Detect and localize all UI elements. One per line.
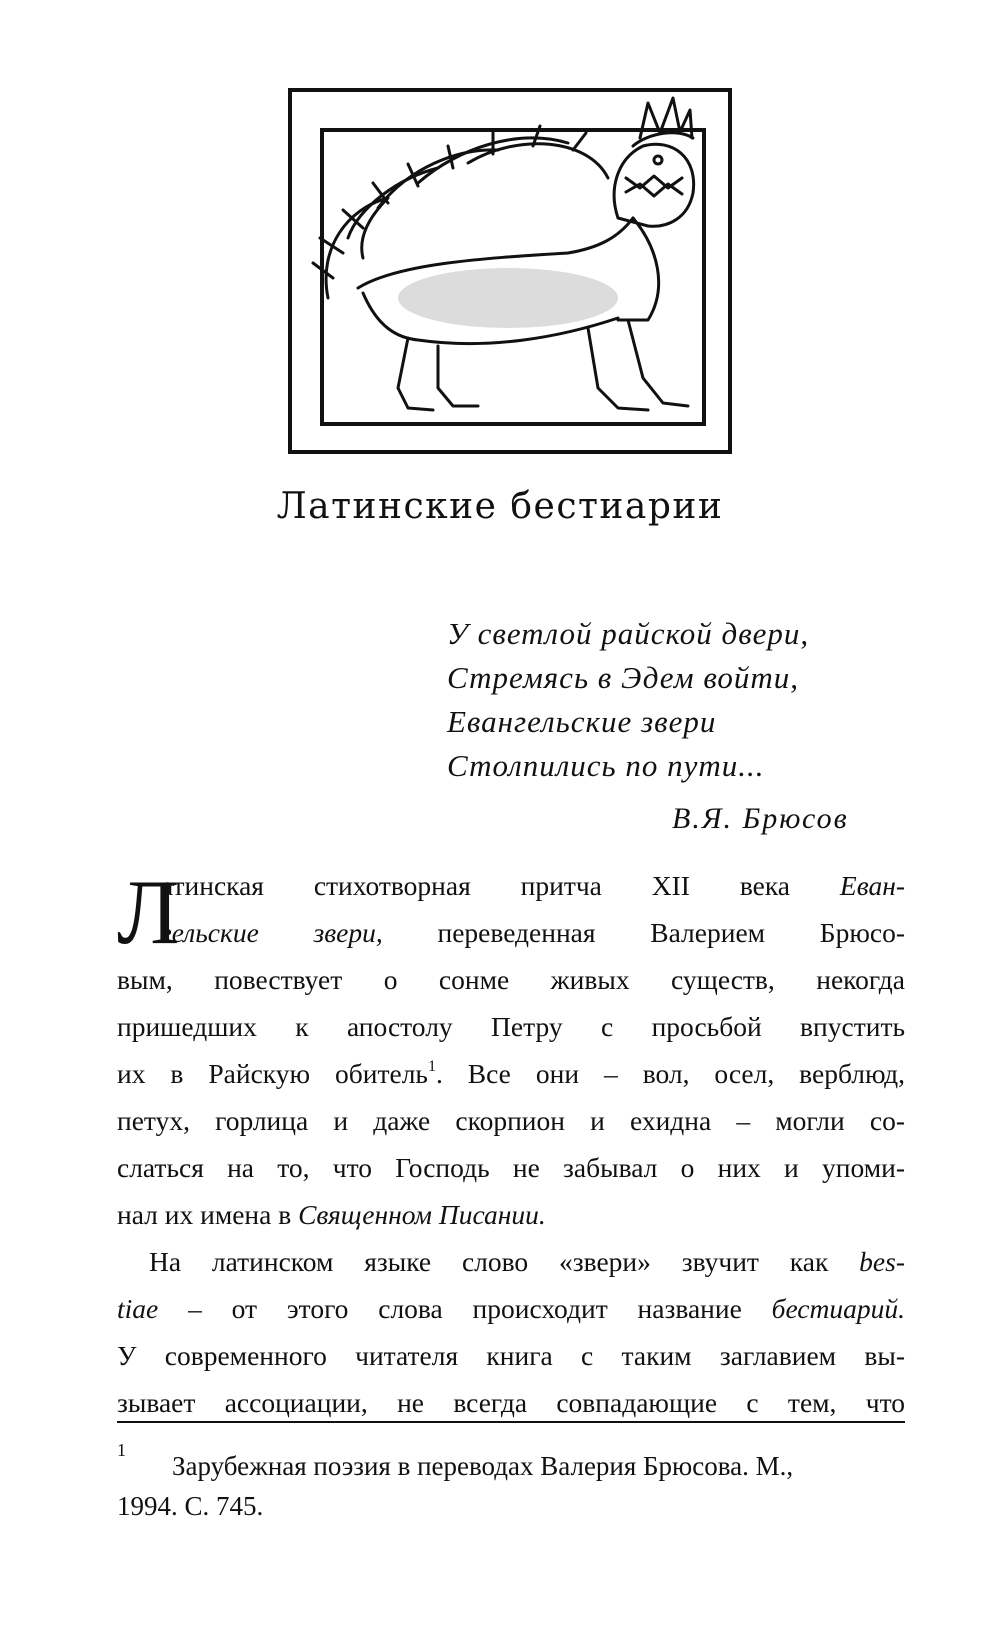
text-line: [117, 909, 905, 956]
drop-cap: Л: [117, 861, 180, 963]
text-line: [117, 1238, 905, 1285]
epigraph: [447, 612, 887, 788]
text-run: Священном Писании.: [298, 1199, 546, 1230]
text-line: петух, горлица и даже скорпион и ехидна – могли со-: [117, 1105, 905, 1136]
footnote-line: 1994. С. 745.: [117, 1491, 264, 1521]
text-run: гельские звери,: [161, 917, 383, 948]
footnote-ref[interactable]: 1: [427, 1058, 436, 1075]
text-line: [117, 1285, 905, 1332]
text-run: переведенная Валерием Брюсо-: [382, 917, 905, 948]
text-line: У современного читателя книга с таким заглавием вы-: [117, 1340, 905, 1371]
text-run: их в Райскую обитель: [117, 1058, 428, 1089]
text-run: – от этого слова происходит название: [158, 1293, 772, 1324]
text-line: [117, 1191, 905, 1238]
text-run: Еван-: [839, 870, 905, 901]
woodcut-beast-icon: [288, 88, 732, 454]
text-line: [117, 1050, 905, 1097]
text-run: нал их имена в: [117, 1199, 299, 1230]
epigraph-author: В.Я. Брюсов: [672, 802, 849, 835]
body-text: [117, 862, 905, 1426]
footnote-line: Зарубежная поэзия в переводах Валерия Брюсова. М.,: [172, 1451, 794, 1481]
chapter-title: Латинские бестиарии: [276, 486, 724, 527]
text-run: . Все они – вол, осел, верблюд,: [435, 1058, 905, 1089]
text-line: слаться на то, что Господь не забывал о них и упоми-: [117, 1152, 905, 1183]
epigraph-line: У светлой райской двери,: [447, 616, 810, 651]
text-run: бестиарий.: [771, 1293, 905, 1324]
text-run: атинская стихотворная притча XII века: [161, 870, 840, 901]
footnote-text: [117, 1446, 905, 1526]
footnote-mark: 1: [117, 1440, 126, 1460]
text-line: [117, 862, 905, 909]
text-run: На латинском языке слово «звери» звучит как: [149, 1246, 860, 1277]
text-run: tiae: [117, 1293, 159, 1324]
text-line: зывает ассоциации, не всегда совпадающие с тем, что: [117, 1387, 905, 1418]
epigraph-line: Столпились по пути...: [447, 748, 765, 783]
footnote-rule: [117, 1421, 905, 1423]
text-run: bes-: [859, 1246, 905, 1277]
text-line: пришедших к апостолу Петру с просьбой впустить: [117, 1011, 905, 1042]
text-line: вым, повествует о сонме живых существ, некогда: [117, 964, 905, 995]
epigraph-line: Евангельские звери: [447, 704, 717, 739]
epigraph-line: Стремясь в Эдем войти,: [447, 660, 800, 695]
